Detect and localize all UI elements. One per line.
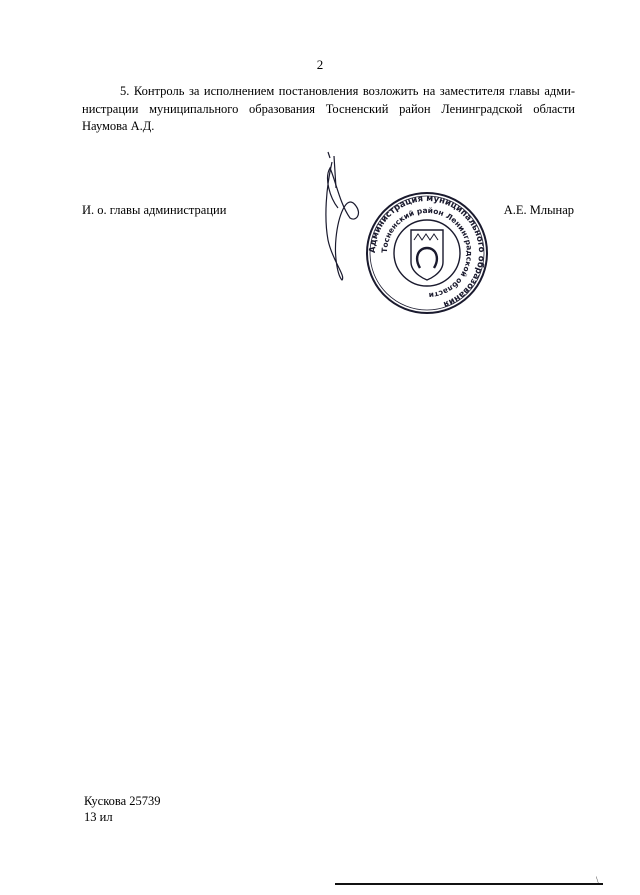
official-seal bbox=[362, 188, 492, 318]
signer-name: А.Е. Млынар bbox=[503, 203, 574, 217]
executor-info bbox=[84, 793, 161, 825]
copies-count: 13 ил bbox=[84, 810, 113, 824]
paragraph-line-1: 5. Контроль за исполнением постановления возложить на заместителя главы адми- bbox=[120, 84, 575, 98]
corner-mark: \ bbox=[596, 875, 599, 885]
svg-text:Администрация муниципального о: Администрация муниципального образования bbox=[367, 193, 487, 310]
page-number: 2 bbox=[316, 57, 324, 72]
position-title: И. о. главы администрации bbox=[82, 203, 227, 217]
handwritten-signature bbox=[316, 148, 366, 288]
paragraph-line-rest: нистрации муниципального образования Тосненский район Ленинградской области Наумова А.Д. bbox=[82, 101, 575, 133]
svg-text:Тосненский район Ленинградской: Тосненский район Ленинградской области bbox=[379, 205, 475, 301]
executor-name-phone: Кускова 25739 bbox=[84, 794, 161, 808]
body-paragraph bbox=[82, 83, 575, 136]
bottom-rule bbox=[335, 883, 603, 885]
